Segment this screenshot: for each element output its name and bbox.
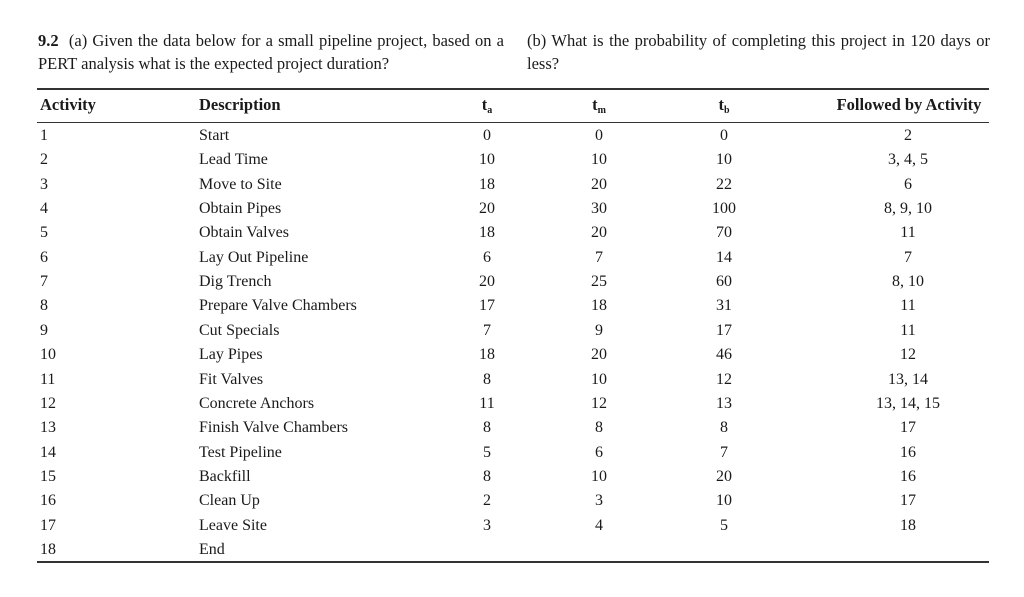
table-row xyxy=(0,489,1024,513)
table-row xyxy=(0,246,1024,270)
header-ta-main: t xyxy=(481,95,488,114)
table-row xyxy=(0,270,1024,294)
cell-tm: 0 xyxy=(595,127,603,144)
cell-description: Prepare Valve Chambers xyxy=(199,297,357,315)
cell-activity: 14 xyxy=(40,443,56,461)
cell-activity: 17 xyxy=(40,516,56,534)
cell-activity: 3 xyxy=(40,175,48,193)
cell-description: Leave Site xyxy=(199,516,267,534)
cell-followed-by: 6 xyxy=(904,175,912,193)
header-ta xyxy=(470,94,504,122)
table-row xyxy=(0,392,1024,416)
cell-description: Clean Up xyxy=(199,492,260,510)
table-row xyxy=(0,124,1024,148)
table-top-rule xyxy=(37,88,989,90)
cell-ta: 8 xyxy=(483,467,491,485)
cell-tm: 20 xyxy=(591,346,607,364)
cell-description: Test Pipeline xyxy=(199,443,282,461)
cell-ta: 2 xyxy=(483,492,491,510)
cell-description: Start xyxy=(199,127,230,144)
cell-tm: 6 xyxy=(595,443,603,461)
cell-tb: 13 xyxy=(716,394,732,412)
table-row xyxy=(0,197,1024,221)
cell-followed-by: 13, 14, 15 xyxy=(876,394,940,412)
cell-ta: 8 xyxy=(483,370,491,388)
cell-tb: 10 xyxy=(716,151,732,169)
cell-tm: 30 xyxy=(591,200,607,218)
table-row xyxy=(0,441,1024,465)
cell-followed-by: 3, 4, 5 xyxy=(888,151,928,169)
cell-tm: 3 xyxy=(595,492,603,510)
cell-tb: 7 xyxy=(720,443,728,461)
cell-activity: 9 xyxy=(40,321,48,339)
question-number: 9.2 xyxy=(38,31,59,50)
cell-tb: 17 xyxy=(716,321,732,339)
cell-description: Finish Valve Chambers xyxy=(199,419,349,437)
cell-description: Backfill xyxy=(199,467,251,485)
cell-followed-by: 8, 10 xyxy=(892,273,924,291)
cell-tb: 46 xyxy=(716,346,732,364)
cell-activity: 7 xyxy=(40,273,48,291)
header-tm-sub: m xyxy=(597,105,606,116)
header-tb-sub: b xyxy=(723,105,730,116)
cell-tb: 22 xyxy=(716,175,732,193)
cell-followed-by: 11 xyxy=(900,224,916,242)
cell-tm: 12 xyxy=(591,394,607,412)
cell-activity: 2 xyxy=(40,151,48,169)
cell-followed-by: 2 xyxy=(904,127,912,144)
cell-followed-by: 11 xyxy=(900,297,916,315)
header-tm-main: t xyxy=(592,95,598,114)
cell-description: Lay Pipes xyxy=(199,346,263,364)
cell-followed-by: 16 xyxy=(900,443,916,461)
cell-activity: 18 xyxy=(40,540,56,558)
cell-description: Lay Out Pipeline xyxy=(199,248,309,266)
cell-activity: 5 xyxy=(40,224,48,242)
header-tb xyxy=(704,94,744,122)
cell-tb: 70 xyxy=(716,224,732,242)
cell-ta: 18 xyxy=(479,224,495,242)
cell-description: Concrete Anchors xyxy=(199,394,315,412)
cell-activity: 10 xyxy=(40,346,56,364)
cell-activity: 12 xyxy=(40,394,56,412)
header-followed-by: Followed by Activity xyxy=(836,95,982,114)
table-row xyxy=(0,538,1024,562)
cell-followed-by: 8, 9, 10 xyxy=(884,200,932,218)
cell-tm: 10 xyxy=(591,467,607,485)
cell-ta: 18 xyxy=(479,346,495,364)
header-tb-main: t xyxy=(718,95,724,114)
table-row xyxy=(0,173,1024,197)
cell-activity: 15 xyxy=(40,467,56,485)
cell-ta: 7 xyxy=(483,321,491,339)
cell-description: Fit Valves xyxy=(199,370,264,388)
cell-activity: 1 xyxy=(40,127,48,144)
table-row xyxy=(0,148,1024,172)
cell-ta: 0 xyxy=(483,127,491,144)
cell-followed-by: 11 xyxy=(900,321,916,339)
table-row xyxy=(0,368,1024,392)
cell-description: Obtain Pipes xyxy=(199,200,282,218)
header-activity: Activity xyxy=(40,95,96,114)
cell-ta: 11 xyxy=(479,394,495,412)
cell-tm: 8 xyxy=(595,419,603,437)
table-row xyxy=(0,343,1024,367)
header-description: Description xyxy=(199,95,281,114)
cell-ta: 20 xyxy=(479,200,495,218)
cell-description: Lead Time xyxy=(199,151,268,169)
cell-ta: 20 xyxy=(479,273,495,291)
cell-followed-by: 17 xyxy=(900,419,916,437)
cell-ta: 6 xyxy=(483,248,491,266)
cell-tm: 25 xyxy=(591,273,607,291)
cell-tb: 31 xyxy=(716,297,732,315)
cell-tm: 10 xyxy=(591,370,607,388)
cell-tm: 10 xyxy=(591,151,607,169)
cell-ta: 10 xyxy=(479,151,495,169)
cell-tm: 7 xyxy=(595,248,603,266)
cell-tm: 20 xyxy=(591,224,607,242)
cell-description: Move to Site xyxy=(199,175,282,193)
table-row xyxy=(0,514,1024,538)
question-part-a xyxy=(38,29,504,75)
cell-tb: 12 xyxy=(716,370,732,388)
cell-description: Obtain Valves xyxy=(199,224,289,242)
cell-activity: 13 xyxy=(40,419,56,437)
cell-ta: 8 xyxy=(483,419,491,437)
table-header-rule xyxy=(37,122,989,123)
cell-tm: 18 xyxy=(591,297,607,315)
cell-tb: 8 xyxy=(720,419,728,437)
table-row xyxy=(0,416,1024,440)
cell-tb: 0 xyxy=(720,127,728,144)
cell-tb: 20 xyxy=(716,467,732,485)
cell-tm: 4 xyxy=(595,516,603,534)
cell-ta: 18 xyxy=(479,175,495,193)
table-row xyxy=(0,294,1024,318)
cell-tb: 100 xyxy=(712,200,736,218)
cell-tm: 9 xyxy=(595,321,603,339)
header-ta-sub: a xyxy=(487,105,493,116)
cell-ta: 17 xyxy=(479,297,495,315)
cell-followed-by: 12 xyxy=(900,346,916,364)
cell-description: Dig Trench xyxy=(199,273,272,291)
cell-activity: 4 xyxy=(40,200,48,218)
cell-followed-by: 7 xyxy=(904,248,912,266)
cell-ta: 3 xyxy=(483,516,491,534)
table-row xyxy=(0,319,1024,343)
cell-description: End xyxy=(199,540,225,558)
cell-tm: 20 xyxy=(591,175,607,193)
cell-tb: 10 xyxy=(716,492,732,510)
question-part-a-text: (a) Given the data below for a small pipeline project, based on a PERT analysis what is the expected project duration? xyxy=(38,31,505,73)
header-tm xyxy=(582,94,616,122)
cell-followed-by: 18 xyxy=(900,516,916,534)
table-row xyxy=(0,465,1024,489)
table-row xyxy=(0,221,1024,245)
cell-followed-by: 17 xyxy=(900,492,916,510)
cell-tb: 14 xyxy=(716,248,732,266)
question-part-b-text: (b) What is the probability of completing this project in 120 days or less? xyxy=(527,31,990,73)
cell-activity: 16 xyxy=(40,492,56,510)
cell-activity: 8 xyxy=(40,297,48,315)
cell-followed-by: 13, 14 xyxy=(888,370,928,388)
cell-tb: 5 xyxy=(720,516,728,534)
cell-description: Cut Specials xyxy=(199,321,280,339)
cell-activity: 6 xyxy=(40,248,48,266)
cell-tb: 60 xyxy=(716,273,732,291)
cell-activity: 11 xyxy=(40,370,56,388)
question-part-b xyxy=(527,29,990,75)
cell-ta: 5 xyxy=(483,443,491,461)
cell-followed-by: 16 xyxy=(900,467,916,485)
